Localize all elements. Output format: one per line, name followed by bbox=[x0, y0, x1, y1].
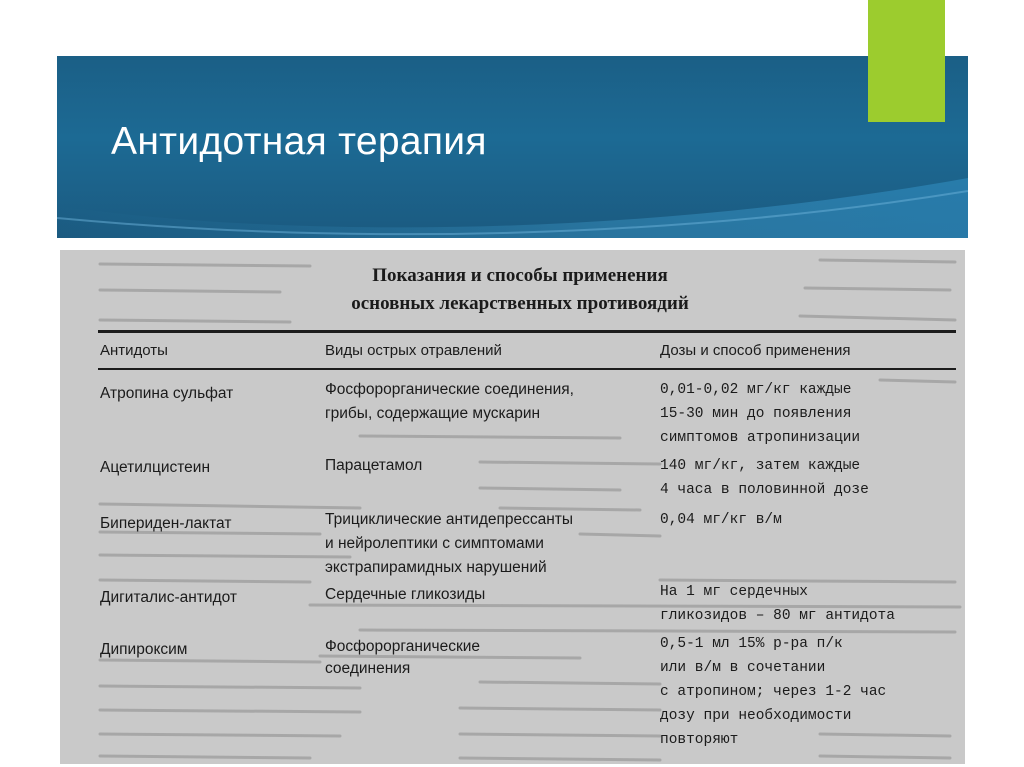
table-row-dose: 140 мг/кг, затем каждые 4 часа в половинной дозе bbox=[660, 458, 869, 498]
table-row-dose: На 1 мг сердечных гликозидов – 80 мг антидота bbox=[660, 584, 895, 624]
table-row-poisoning: Трициклические антидепрессанты и нейролептики с симптомами экстрапирамидных нарушений bbox=[325, 511, 574, 576]
table-row-antidote: Бипериден-лактат bbox=[100, 515, 232, 532]
table-row-poisoning: Сердечные гликозиды bbox=[325, 586, 486, 603]
top-rule bbox=[98, 330, 956, 333]
table-row-antidote: Ацетилцистеин bbox=[100, 459, 210, 476]
table-row-dose: 0,04 мг/кг в/м bbox=[660, 512, 782, 528]
title-banner bbox=[57, 56, 968, 238]
antidote-table bbox=[60, 250, 965, 764]
column-header-antidotes: Антидоты bbox=[100, 342, 168, 359]
table-title: Показания и способы применения основных лекарственных противоядий bbox=[351, 265, 689, 314]
table-row-poisoning: Фосфорорганические соединения bbox=[325, 638, 481, 677]
column-header-doses: Дозы и способ применения bbox=[660, 342, 851, 359]
scanned-table-image bbox=[60, 250, 965, 764]
table-row-poisoning: Фосфорорганические соединения, грибы, содержащие мускарин bbox=[325, 381, 574, 422]
table-row-dose: 0,5-1 мл 15% р-ра п/к или в/м в сочетании с атропином; через 1-2 час дозу при необходимости повторяют bbox=[660, 636, 887, 748]
table-row-poisoning: Парацетамол bbox=[325, 457, 423, 474]
table-row-antidote: Дигиталис-антидот bbox=[100, 589, 237, 606]
column-header-poisonings: Виды острых отравлений bbox=[325, 342, 502, 359]
slide-title: Антидотная терапия bbox=[111, 120, 487, 163]
table-row-dose: 0,01-0,02 мг/кг каждые 15-30 мин до появления симптомов атропинизации bbox=[660, 382, 861, 446]
table-row-antidote: Атропина сульфат bbox=[100, 385, 234, 402]
accent-square bbox=[868, 0, 945, 122]
table-row-antidote: Дипироксим bbox=[100, 641, 188, 658]
header-rule bbox=[98, 368, 956, 370]
